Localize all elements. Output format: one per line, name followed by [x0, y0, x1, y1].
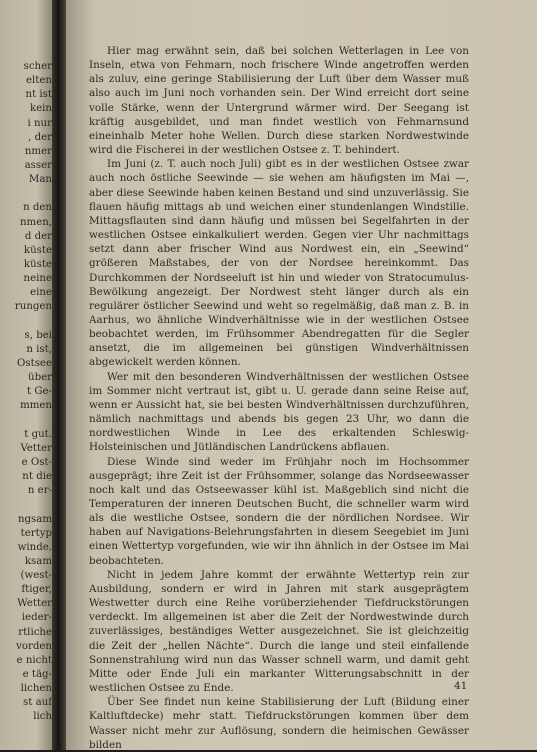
left-fragment-line: t gut. — [24, 428, 52, 440]
left-fragment-line: vorden — [16, 640, 52, 652]
left-fragment-line: i nur — [27, 117, 52, 129]
left-fragment-line: Man — [28, 174, 52, 186]
right-page — [66, 0, 537, 750]
left-fragment-line: nmen, — [19, 216, 52, 228]
left-fragment-line: neine — [23, 273, 52, 285]
left-fragment-line: über — [28, 372, 52, 384]
paragraph: Im Juni (z. T. auch noch Juli) gibt es in der westlichen Ostsee zwar auch noch östliche Seewinde — sie wehen am häufigsten im Mai —, aber diese Seewinde haben keinen Bestand und sind unzuverlässig. Sie flauen häufig mittags ab und weichen einer stundenlangen Windstille. Mittagsflauten sind dann häufig und müssen bei Segelfahrten in der westlichen Ostsee einkalkuliert werden. Gegen vier Uhr nachmittags setzt dann aber frischer Wind aus Nordwest ein, ein „Seewind“ größeren Maßstabes, der von der Nordsee hereinkommt. Das Durchkommen der Nordseeluft ist hin und wieder von Stratocumulus-Bewölkung angezeigt. Der Nordwest steht länger durch als ein regulärer östlicher Seewind und weht so regelmäßig, daß man z. B. in Aarhus, wo ähnliche Windverhältnisse wie in der westlichen Ostsee beobachtet werden, im Frühsommer Abendregatten für die Segler ansetzt, die im allgemeinen bei günstigen Windverhältnissen abgewickelt werden können. — [89, 158, 469, 369]
left-fragment-line: d der — [24, 230, 52, 242]
left-fragment-line: küste — [23, 244, 52, 256]
left-fragment-line: n ist, — [26, 343, 52, 355]
left-fragment-line: scher — [23, 61, 52, 72]
left-fragment-line: küste — [23, 258, 52, 270]
left-fragment-line: ngsam — [17, 513, 52, 525]
left-fragment-line: , der — [28, 131, 52, 143]
left-fragment-line — [0, 498, 52, 512]
left-fragment-line — [0, 315, 52, 329]
left-fragment-line: ieder- — [21, 612, 52, 624]
left-fragment-line: lichen — [20, 683, 52, 695]
left-fragment-line: e täg- — [22, 669, 52, 681]
left-fragment-line: Wetter — [17, 598, 52, 610]
left-fragment-line — [0, 187, 52, 201]
left-fragment-line: n er- — [27, 485, 52, 497]
book-gutter — [52, 0, 66, 750]
left-fragment-line: rtliche — [18, 626, 52, 638]
left-fragment-line: st auf — [23, 697, 52, 709]
left-fragment-line: elten — [26, 75, 52, 87]
left-fragment-line: nt ist — [25, 89, 52, 101]
paragraph: Nicht in jedem Jahre kommt der erwähnte Wettertyp rein zur Ausbildung, sondern er wird in Jahren mit stark ausgeprägtem Westwetter durch eine Reihe vorüberziehender Tiefdruckstörungen verdeckt. Im allgemeinen ist aber die Zeit der Nordwestwinde durch zuverlässiges, beständiges Wetter ausgezeichnet. Sie ist gleichzeitig die Zeit der „hellen Nächte“. Durch die lange und steil einfallende Sonnenstrahlung wird nun das Wasser schnell warm, und damit geht Mitte oder Ende Juli ein markanter Witterungsabschnitt in der westlichen Ostsee zu Ende. — [89, 568, 469, 695]
left-fragment-line: ksam — [24, 555, 52, 567]
left-fragment-line: Ostsee — [17, 357, 52, 369]
body-text — [89, 44, 469, 752]
left-fragment-line: tertyp — [20, 527, 52, 539]
left-fragment-line: nt die — [22, 471, 52, 483]
paragraph: Hier mag erwähnt sein, daß bei solchen Wetterlagen in Lee von Inseln, etwa von Fehmarn, noch frischere Winde angetroffen werden als zuluv, eine geringe Stabilisierung der Luft über dem Wasser muß also auch im Juni noch vorhanden sein. Der Wind erreicht dort seine volle Stärke, wenn der Untergrund wärmer wird. Der Seegang ist kräftig ausgebildet, und man findet westlich von Fehmarnsund eineinhalb Meter hohe Wellen. Durch diese starken Nordwestwinde wird die Fischerei in der westlichen Ostsee z. T. behindert. — [89, 45, 469, 157]
left-page-text-fragments — [0, 60, 52, 725]
left-fragment-line — [0, 414, 52, 428]
paragraph: Wer mit den besonderen Windverhältnissen der westlichen Ostsee im Sommer nicht vertraut ist, gibt u. U. gerade dann seine Reise auf, wenn er Aussicht hat, sie bei besten Windverhältnissen durchzuführen, nämlich nachmittags und abends bis gegen 23 Uhr, wo dann die nordwestlichen Winde in Lee des erkaltenden Schleswig-Holsteinischen und Jütländischen Landrückens abflauen. — [89, 370, 469, 454]
paragraph: Über See findet nun keine Stabilisierung der Luft (Bildung einer Kaltluftdecke) mehr statt. Tiefdruckstörungen kommen über dem Wasser nicht mehr zur Auflösung, sondern die heimischen Gewässer bilden — [89, 696, 469, 751]
left-fragment-line: e Ost- — [21, 456, 52, 468]
left-fragment-line: s, bei — [24, 329, 52, 341]
left-fragment-line: asser — [24, 159, 52, 171]
left-fragment-line: nmer — [24, 145, 52, 157]
left-fragment-line: Vetter — [20, 442, 52, 454]
left-fragment-line: mmen — [20, 400, 52, 412]
left-fragment-line: (west- — [20, 570, 52, 582]
left-fragment-line: eine — [30, 287, 52, 299]
left-fragment-line: t Ge- — [27, 386, 52, 398]
paragraph: Diese Winde sind weder im Frühjahr noch im Hochsommer ausgeprägt; ihre Zeit ist der Frühsommer, solange das Nordseewasser noch kalt und das Ostseewasser kühl ist. Maßgeblich sind nicht die Temperaturen der inneren Deutschen Bucht, die schneller warm wird als die westliche Ostsee, sondern die der nördlichen Nordsee. Wir haben auf Navigations-Belehrungsfahrten in diesem Seegebiet im Juni einen Wettertyp vorgefunden, wie wir ihn ähnlich in der Ostsee im Mai beobachteten. — [89, 455, 469, 567]
left-fragment-line: kein — [29, 103, 52, 115]
left-fragment-line: winde. — [17, 541, 52, 553]
left-fragment-line: e nicht — [16, 654, 52, 666]
left-fragment-line: n den — [23, 202, 52, 214]
left-fragment-line: rungen — [14, 301, 52, 313]
left-fragment-line: ftiger, — [21, 584, 52, 596]
page-number: 41 — [454, 680, 468, 692]
left-page-edge — [0, 0, 52, 750]
left-fragment-line: lich — [33, 711, 52, 723]
